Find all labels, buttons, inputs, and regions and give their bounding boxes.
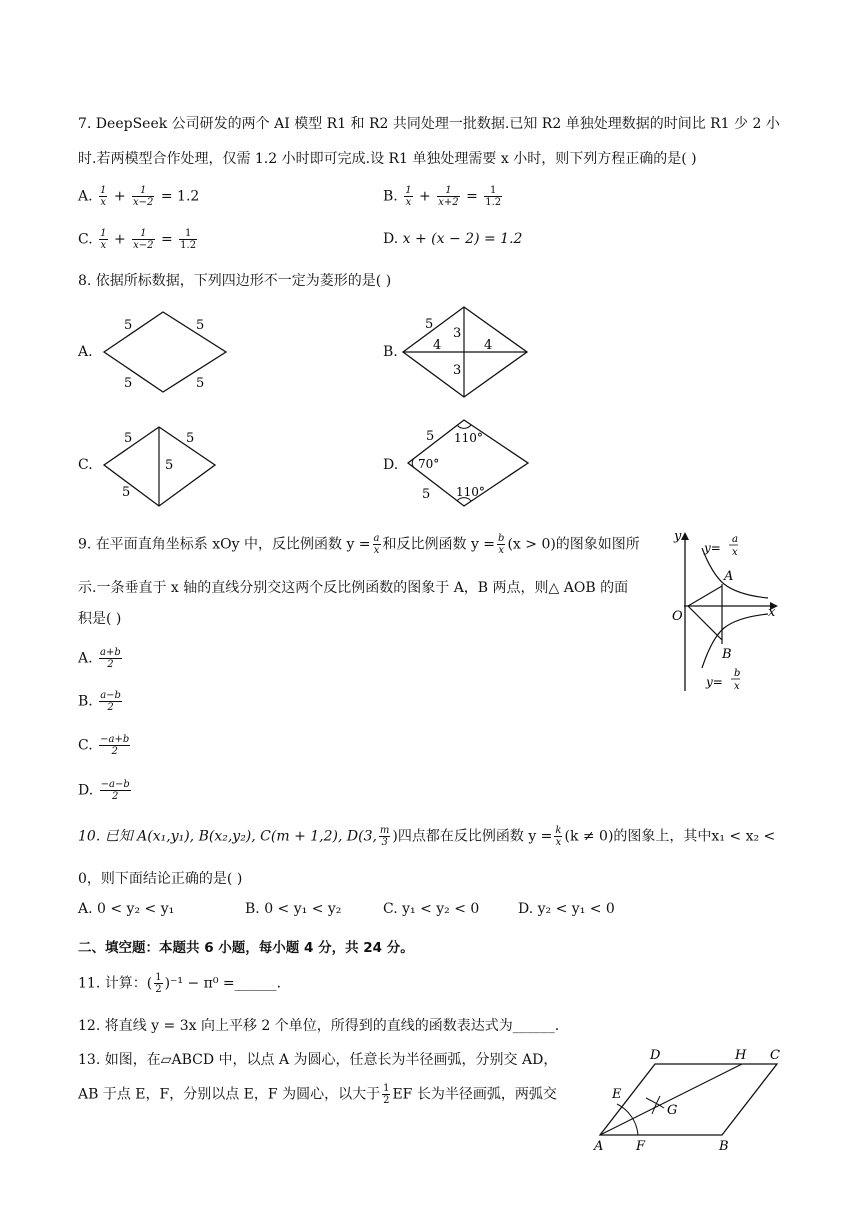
q13-line2: AB 于点 E，F，分别以点 E，F 为圆心，以大于 $\frac{1}{2}$ EF 长为半径画弧，两弧交 — [78, 1083, 557, 1106]
q7-option-a[interactable]: A. $\frac{1}{x}$ + $\frac{1}{x-2}$ = 1.2 — [78, 185, 200, 208]
point-label-f: F — [636, 1139, 646, 1154]
q7-line2: 时.若两模型合作处理，仅需 1.2 小时即可完成.设 R1 单独处理需要 x 小时，则下列方程正确的是( ) — [78, 151, 697, 167]
q7-option-d[interactable]: D. x + (x − 2) = 1.2 — [383, 231, 523, 247]
point-label-b: B — [722, 647, 732, 662]
axis-label-x: x — [768, 605, 776, 620]
q9-option-b[interactable]: B. $\frac{a-b}{2}$ — [78, 690, 121, 713]
point-label-c: C — [770, 1048, 780, 1063]
svg-text:x: x — [734, 681, 740, 692]
q8-option-a-label[interactable]: A. — [78, 344, 93, 360]
q13-parallelogram-figure — [590, 1040, 790, 1156]
axis-label-y: y — [674, 529, 682, 544]
q8-figure-b — [398, 302, 533, 402]
q10-option-a[interactable]: A. 0 < y₂ < y₁ — [78, 901, 175, 917]
svg-text:a: a — [732, 534, 738, 545]
q8-option-c-label[interactable]: C. — [78, 457, 93, 473]
q8-option-b-label[interactable]: B. — [383, 344, 398, 360]
side-label: 5 — [425, 317, 434, 332]
side-label: 5 — [426, 429, 435, 444]
segment-label: 3 — [453, 326, 462, 341]
side-label: 5 — [124, 318, 133, 333]
side-label: 5 — [122, 485, 131, 500]
curve-label-b: y= — [706, 675, 723, 689]
q10-option-c[interactable]: C. y₁ < y₂ < 0 — [383, 901, 480, 917]
q9-line3: 积是( ) — [78, 611, 122, 627]
q10-line2: 0，则下面结论正确的是( ) — [78, 871, 243, 887]
angle-label: 110° — [454, 431, 483, 445]
q9-line1: 9. 在平面直角坐标系 xOy 中，反比例函数 y = $\frac{a}{x}$ 和反比例函数 y = $\frac{b}{x}$ (x > 0)的图象如图所 — [78, 533, 640, 556]
side-label: 5 — [196, 376, 205, 391]
q7-option-b[interactable]: B. $\frac{1}{x}$ + $\frac{1}{x+2}$ = $\frac{1}{1.2}$ — [383, 185, 502, 208]
q8-figure-a — [100, 305, 235, 400]
segment-label: 4 — [484, 338, 493, 353]
side-label: 5 — [124, 376, 133, 391]
point-label-b: B — [719, 1139, 729, 1154]
side-label: 5 — [196, 318, 205, 333]
q7-option-c[interactable]: C. $\frac{1}{x}$ + $\frac{1}{x-2}$ = $\frac{1}{1.2}$ — [78, 228, 197, 251]
angle-label: 70° — [418, 457, 440, 471]
q7-line1: 7. DeepSeek 公司研发的两个 AI 模型 R1 和 R2 共同处理一批数据.已知 R2 单独处理数据的时间比 R1 少 2 小 — [78, 116, 780, 132]
point-label-e: E — [612, 1087, 622, 1102]
svg-text:x: x — [732, 547, 738, 558]
point-label-a: A — [594, 1139, 604, 1154]
point-label-h: H — [735, 1048, 747, 1063]
segment-label: 4 — [433, 338, 442, 353]
segment-label: 3 — [453, 363, 462, 378]
origin-label: O — [672, 609, 683, 624]
q8-option-d-label[interactable]: D. — [383, 457, 399, 473]
section-heading: 二、填空题：本题共 6 小题，每小题 4 分，共 24 分。 — [78, 940, 414, 956]
q8-stem: 8. 依据所标数据，下列四边形不一定为菱形的是( ) — [78, 273, 392, 289]
q9-graph — [668, 526, 788, 696]
q9-option-a[interactable]: A. $\frac{a+b}{2}$ — [78, 647, 121, 670]
q9-option-c[interactable]: C. $\frac{-a+b}{2}$ — [78, 734, 130, 757]
side-label: 5 — [186, 431, 195, 446]
q9-option-d[interactable]: D. $\frac{-a-b}{2}$ — [78, 779, 130, 802]
side-label: 5 — [422, 487, 431, 502]
point-label-g: G — [667, 1103, 678, 1118]
q11: 11. 计算：( $\frac{1}{2}$ )⁻¹ − π⁰ =______. — [78, 972, 282, 995]
svg-text:b: b — [734, 668, 741, 679]
side-label: 5 — [124, 431, 133, 446]
angle-label: 110° — [456, 485, 485, 499]
q9-line2: 示.一条垂直于 x 轴的直线分别交这两个反比例函数的图象于 A，B 两点，则△ AOB 的面 — [78, 580, 629, 596]
q10-option-d[interactable]: D. y₂ < y₁ < 0 — [518, 901, 615, 917]
q12: 12. 将直线 y = 3x 向上平移 2 个单位，所得到的直线的函数表达式为______. — [78, 1018, 560, 1034]
diagonal-label: 5 — [165, 458, 174, 473]
q10-option-b[interactable]: B. 0 < y₁ < y₂ — [245, 901, 342, 917]
q8-figure-d — [400, 414, 540, 514]
point-label-a: A — [724, 569, 734, 584]
q13-line1: 13. 如图，在▱ABCD 中，以点 A 为圆心，任意长为半径画弧，分别交 AD， — [78, 1052, 558, 1068]
q10-line1: 10. 已知 A(x₁,y₁), B(x₂,y₂), C(m + 1,2), D(3, $\frac{m}{3}$ )四点都在反比例函数 y = $\frac{k}{x}$ (k ≠ 0)的图象上，其中x₁ < x₂ < — [78, 825, 776, 848]
curve-label-a: y= — [704, 541, 721, 555]
point-label-d: D — [650, 1048, 661, 1063]
q8-figure-c — [100, 422, 225, 517]
